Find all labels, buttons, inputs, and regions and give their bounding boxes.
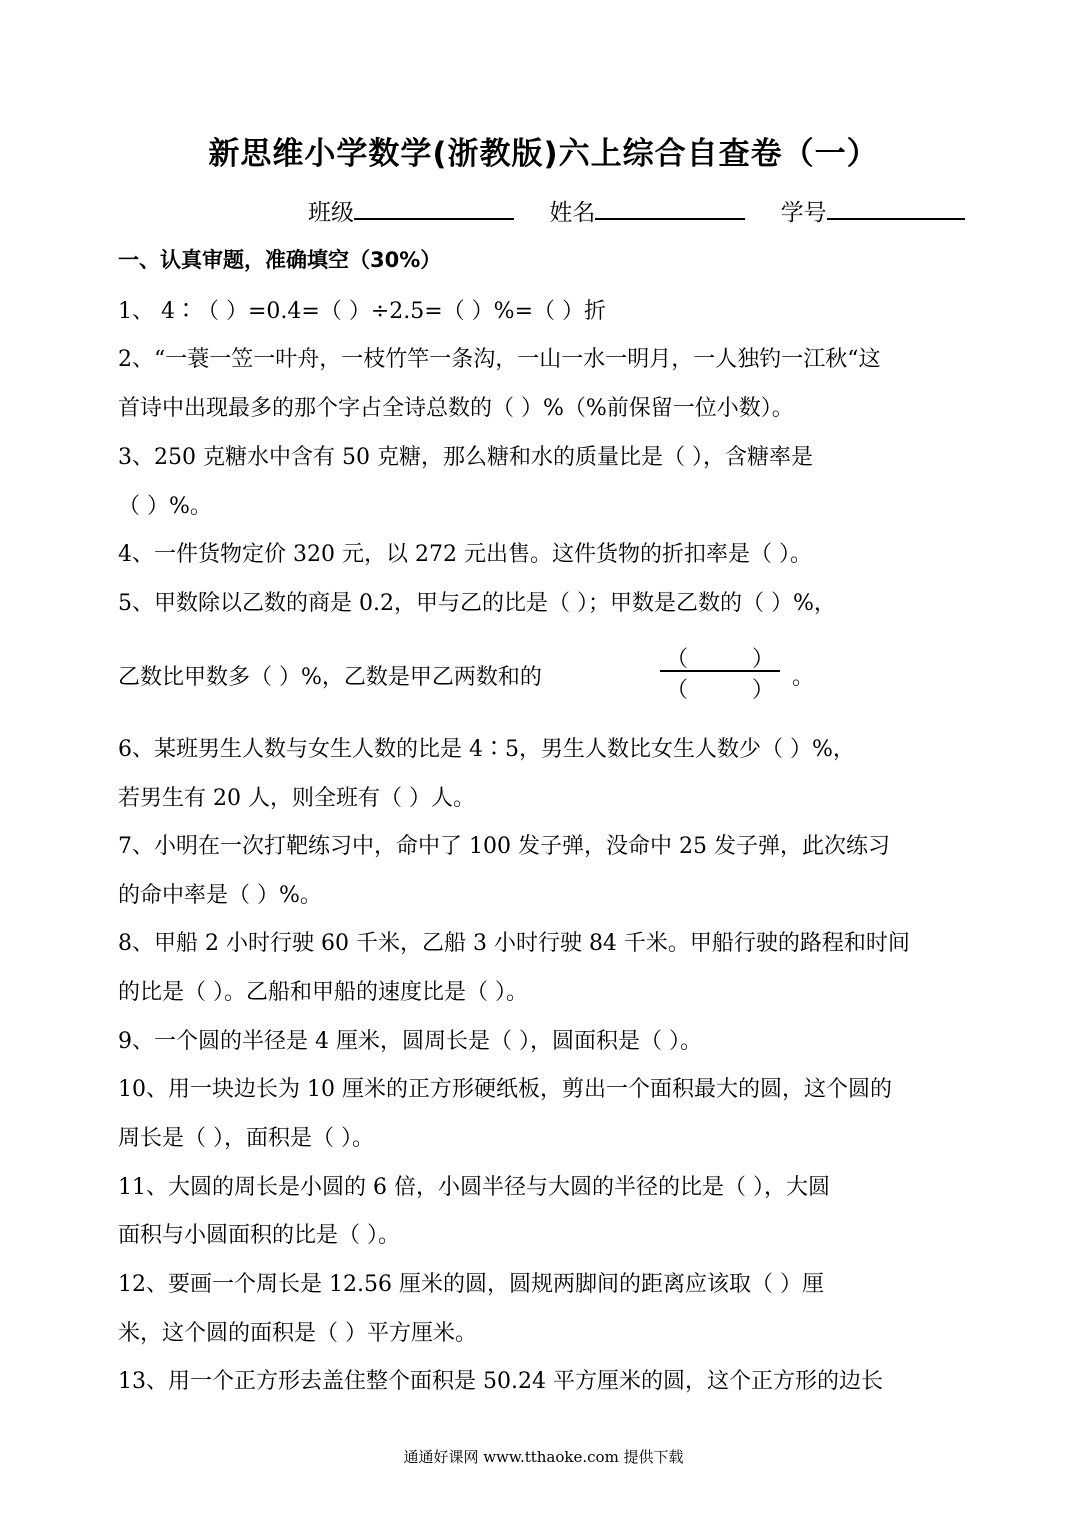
question-line: 11、大圆的周长是小圆的 6 倍，小圆半径与大圆的半径的比是（ ），大圆: [118, 1175, 830, 1200]
student-info-row: [308, 194, 965, 227]
fraction-denominator: （ ）: [666, 678, 774, 703]
question-line: 面积与小圆面积的比是（ ）。: [118, 1223, 400, 1248]
class-blank: [354, 196, 514, 220]
fraction-numerator: （ ）: [666, 647, 774, 672]
id-label: 学号: [780, 200, 827, 226]
question-line: 3、250 克糖水中含有 50 克糖，那么糖和水的质量比是（ ），含糖率是: [118, 445, 813, 470]
question-line: （ ）%。: [118, 494, 212, 519]
question-line: 5、甲数除以乙数的商是 0.2，甲与乙的比是（ ）；甲数是乙数的（ ）%，: [118, 591, 836, 616]
question-line: 周长是（ ），面积是（ ）。: [118, 1126, 374, 1151]
name-blank: [595, 196, 745, 220]
question-line: 13、用一个正方形去盖住整个面积是 50.24 平方厘米的圆，这个正方形的边长: [118, 1369, 883, 1394]
question-line: 乙数比甲数多（ ）%，乙数是甲乙两数和的: [118, 665, 542, 690]
question-line: 9、一个圆的半径是 4 厘米，圆周长是（ ），圆面积是（ ）。: [118, 1029, 702, 1054]
fraction-blank: [660, 642, 780, 702]
question-line: 1、 4∶（ ）=0.4=（ ）÷2.5=（ ）%=（ ）折: [118, 299, 607, 324]
fraction-bar: [660, 670, 780, 672]
question-line: 8、甲船 2 小时行驶 60 千米，乙船 3 小时行驶 84 千米。甲船行驶的路程和时间: [118, 931, 910, 956]
question-line: 12、要画一个周长是 12.56 厘米的圆，圆规两脚间的距离应该取（ ）厘: [118, 1272, 824, 1297]
class-label: 班级: [308, 200, 354, 226]
fraction-period: 。: [792, 665, 815, 690]
id-blank: [827, 196, 965, 220]
question-line: 若男生有 20 人，则全班有（ ）人。: [118, 786, 475, 811]
question-line: 10、用一块边长为 10 厘米的正方形硬纸板，剪出一个面积最大的圆，这个圆的: [118, 1077, 892, 1102]
footer-credit: 通通好课网 www.tthaoke.com 提供下载: [403, 1448, 684, 1466]
section-heading-1: 一、认真审题，准确填空（30%）: [118, 248, 442, 272]
question-line: 4、一件货物定价 320 元，以 272 元出售。这件货物的折扣率是（ ）。: [118, 542, 812, 567]
question-line: 7、小明在一次打靶练习中，命中了 100 发子弹，没命中 25 发子弹，此次练习: [118, 834, 890, 859]
question-line: 的命中率是（ ）%。: [118, 883, 322, 908]
name-label: 姓名: [549, 200, 596, 226]
question-line: 的比是（ ）。乙船和甲船的速度比是（ ）。: [118, 980, 528, 1005]
question-line: 6、某班男生人数与女生人数的比是 4∶5，男生人数比女生人数少（ ）%，: [118, 737, 855, 762]
question-line: 2、“一蓑一笠一叶舟，一枝竹竿一条沟，一山一水一明月，一人独钓一江秋“这: [118, 347, 881, 372]
question-line: 米，这个圆的面积是（ ）平方厘米。: [118, 1321, 477, 1346]
page-title: 新思维小学数学(浙教版)六上综合自查卷（一）: [208, 136, 879, 172]
question-line: 首诗中出现最多的那个字占全诗总数的（ ）%（%前保留一位小数）。: [118, 396, 794, 421]
